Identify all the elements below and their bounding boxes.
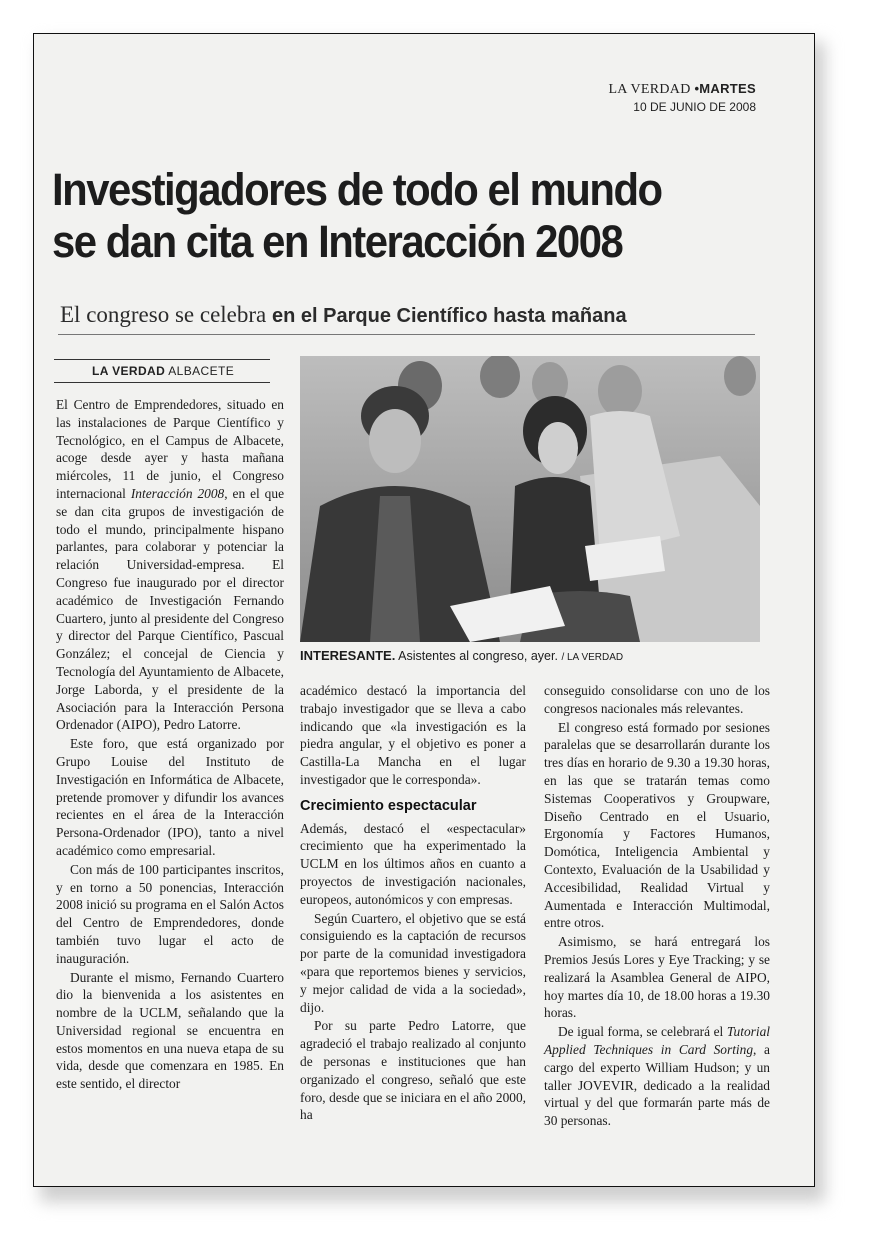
subheadline (60, 302, 627, 328)
subheadline-normal: El congreso se celebra (60, 302, 267, 327)
masthead-date: 10 DE JUNIO DE 2008 (633, 100, 756, 114)
masthead (608, 81, 756, 114)
headline-line-1: Investigadores de todo el mundo (52, 164, 662, 215)
masthead-paper: LA VERDAD (608, 82, 691, 97)
byline-source: LA VERDAD (92, 364, 166, 378)
section-subheading: Crecimiento espectacular (300, 797, 477, 814)
paragraph: El Centro de Emprendedores, situado en las instalaciones de Parque Científico y Tecnológico, en el Campus de Albacete, acoge desde ayer y hasta mañana miércoles, 11 de junio, el Congreso internacional Interacción 2008, en el que se dan cita grupos de investigación de todo el mundo, principalmente hispano parlantes, para colaborar y potenciar la relación Universidad-empresa. El Congreso fue inaugurado por el director académico de Investigación Fernando Cuartero, junto al presidente del Congreso y director del Parque Científico, Pascual González; el concejal de Ciencia y Tecnología del Ayuntamiento de Albacete, Jorge Laborda, y el presidente de la Asociación para la Interacción Persona Ordenador (AIPO), Pedro Latorre. (56, 397, 285, 733)
subheadline-bold: en el Parque Científico hasta mañana (272, 305, 627, 327)
paragraph: Además, destacó el «espectacular» crecimiento que ha experimentado la UCLM en los últimos años en cuanto a proyectos de investigación nacionales, europeos, autonómicos y con empresas. (300, 820, 526, 907)
paragraph: Asimismo, se hará entregará los Premios Jesús Lores y Eye Tracking; y se realizará la Asamblea General de AIPO, hoy martes día 10, de 18.00 horas a 19.30 horas. (544, 934, 770, 1021)
masthead-separator: • (694, 81, 700, 96)
paragraph: conseguido consolidarse con uno de los congresos nacionales más relevantes. (544, 683, 770, 716)
conference-photo (300, 356, 760, 642)
attendees-image (300, 356, 760, 642)
paragraph: De igual forma, se celebrará el Tutorial Applied Techniques in Card Sorting, a cargo del experto William Hudson; y un taller JOVEVIR, dedicado a la realidad virtual y del que formarán parte más de 30 personas. (544, 1024, 771, 1129)
subheadline-rule (58, 334, 755, 335)
paragraph: académico destacó la importancia del trabajo investigador que se lleva a cabo indicando que «la investigación es la piedra angular, y el objetivo es poner a Castilla-La Mancha en el lugar investigador que le corresponda». (300, 683, 526, 787)
byline-rule-bottom (54, 382, 270, 383)
caption-label: INTERESANTE. (300, 648, 396, 663)
newspaper-clipping (33, 33, 815, 1187)
paragraph: Durante el mismo, Fernando Cuartero dio la bienvenida a los asistentes en nombre de la UCLM, señalando que la Universidad regional se encuentra en estos momentos en una nueva etapa de su vida, desde que comenzara en 1985. En este sentido, el director (56, 969, 284, 1092)
byline-place: ALBACETE (168, 364, 235, 378)
photo-caption (300, 648, 623, 663)
paragraph: Por su parte Pedro Latorre, que agradeció el trabajo realizado al conjunto de personas e instituciones que han organizado el congreso, señaló que este foro, desde que se iniciara en el año 2000, ha (300, 1018, 526, 1123)
article-column-3 (544, 682, 770, 1131)
headline (52, 164, 722, 268)
paragraph: Según Cuartero, el objetivo que se está consiguiendo es la captación de recursos por parte de la comunidad investigadora «para que reportemos bienes y servicios, y mejor calidad de vida a la sociedad», dijo. (300, 910, 526, 1015)
article-column-2 (300, 682, 526, 1125)
paragraph: Este foro, que está organizado por Grupo Louise del Instituto de Investigación en Informática de Albacete, pretende promover y difundir los avances recientes en el área de la Interacción Persona-Ordenador (IPO), tanto a nivel académico como empresarial. (56, 736, 284, 858)
byline-rule-top (54, 359, 270, 360)
paragraph: El congreso está formado por sesiones paralelas que se desarrollarán durante los tres días en horario de 9.30 a 19.30 horas, en las que se tratarán temas como Sistemas Cooperativos y Groupware, Diseño Centrado en el Usuario, Ergonomía y Factores Humanos, Domótica, Inteligencia Ambiental y Contexto, Evaluación de la Usabilidad y Accesibilidad, Realidad Virtual y Aumentada e Interacción Multimodal, entre otros. (544, 719, 770, 931)
article-column-1 (56, 396, 284, 1094)
caption-credit: / LA VERDAD (561, 652, 624, 663)
byline (92, 364, 234, 378)
headline-line-2: se dan cita en Interacción 2008 (52, 216, 623, 267)
caption-text: Asistentes al congreso, ayer. (398, 649, 558, 663)
paragraph: Con más de 100 participantes inscritos, y en torno a 50 ponencias, Interacción 2008 inició su programa en el Salón Actos del Centro de Emprendedores, donde también tuvo lugar el acto de inauguración. (56, 861, 284, 966)
masthead-day: MARTES (699, 81, 756, 96)
